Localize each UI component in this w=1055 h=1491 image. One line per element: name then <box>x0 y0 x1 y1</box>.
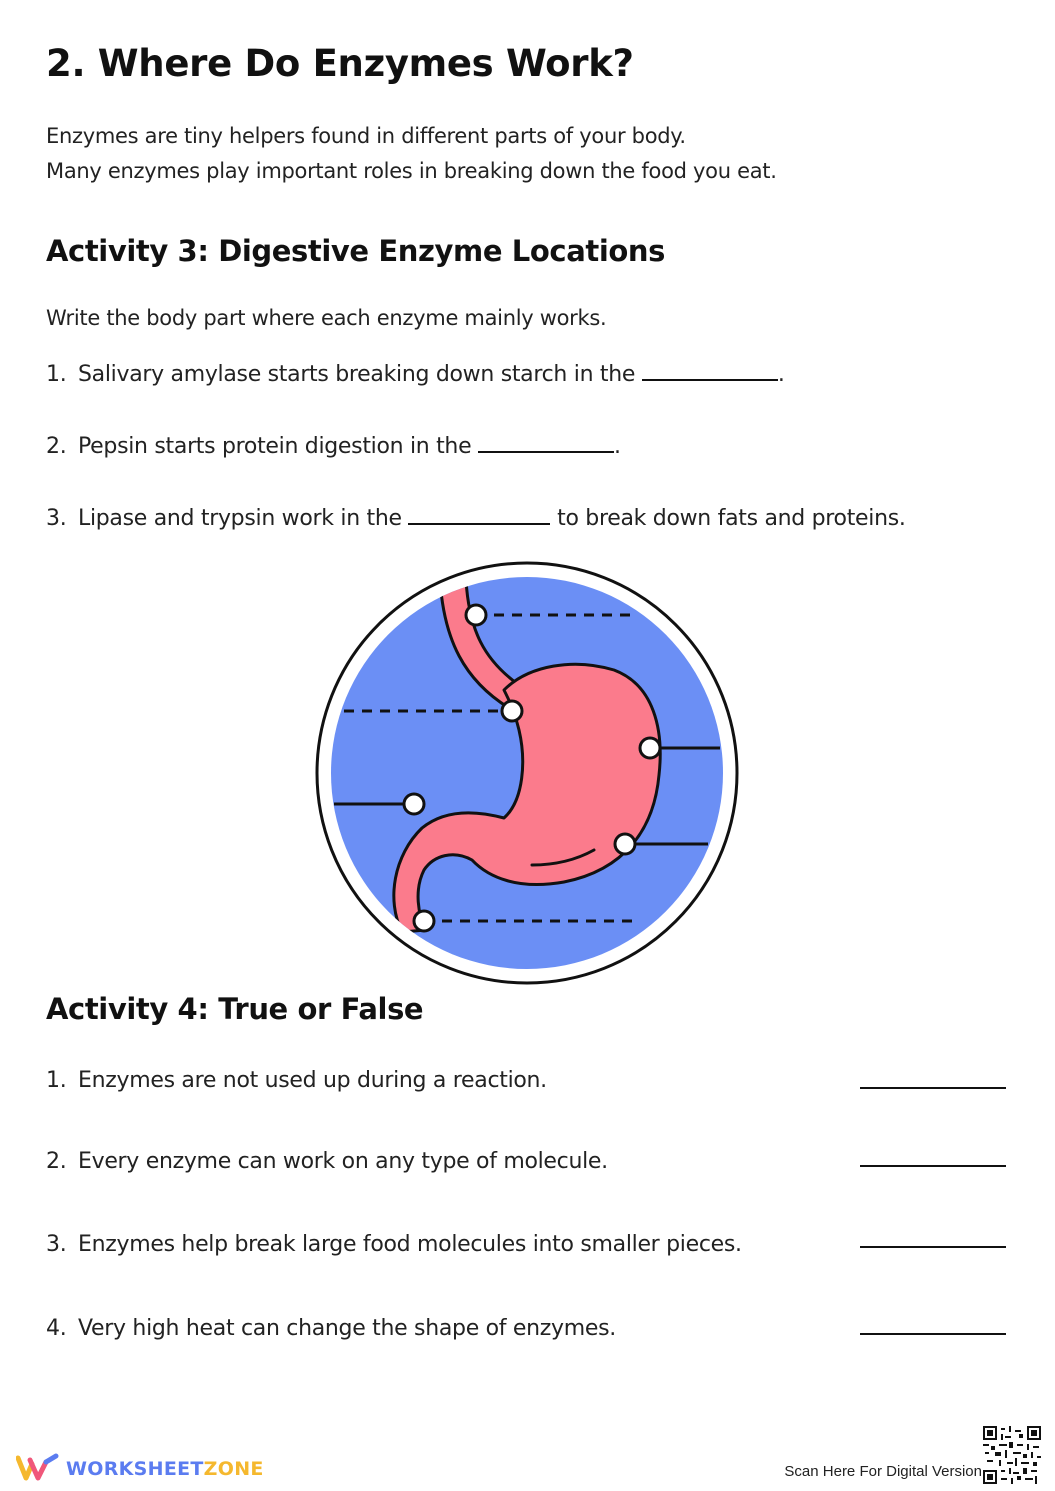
question-text-end: . <box>614 434 621 459</box>
worksheetzone-logo[interactable] <box>16 1452 264 1486</box>
question-text: Very high heat can change the shape of enzymes. <box>78 1316 616 1341</box>
page-title: 2. Where Do Enzymes Work? <box>46 42 634 85</box>
logo-text-worksheet: WORKSHEET <box>66 1458 204 1480</box>
question-number: 2. <box>46 434 67 459</box>
activity-3-instruction: Write the body part where each enzyme mainly works. <box>46 306 607 330</box>
question-text-end: to break down fats and proteins. <box>550 506 906 531</box>
tf-answer-line-2[interactable] <box>860 1165 1006 1167</box>
question-number: 1. <box>46 362 67 387</box>
tf-question-1 <box>46 1068 547 1093</box>
question-number: 3. <box>46 1232 67 1257</box>
fill-question-3 <box>46 505 906 531</box>
question-text: Pepsin starts protein digestion in the <box>78 434 479 459</box>
question-number: 3. <box>46 506 67 531</box>
question-text: Enzymes are not used up during a reaction. <box>78 1068 547 1093</box>
answer-blank[interactable] <box>478 433 614 453</box>
activity-3-heading: Activity 3: Digestive Enzyme Locations <box>46 234 666 268</box>
tf-answer-line-1[interactable] <box>860 1087 1006 1089</box>
question-text: Enzymes help break large food molecules into smaller pieces. <box>78 1232 742 1257</box>
logo-text-zone: ZONE <box>203 1458 264 1480</box>
question-text-end: . <box>777 362 785 387</box>
answer-blank[interactable] <box>408 505 550 525</box>
tf-answer-line-3[interactable] <box>860 1246 1006 1248</box>
logo-icon <box>16 1452 60 1484</box>
intro-line-2: Many enzymes play important roles in breaking down the food you eat. <box>46 159 777 183</box>
tf-question-2 <box>46 1149 608 1174</box>
qr-code[interactable] <box>983 1426 1041 1484</box>
question-text: Every enzyme can work on any type of molecule. <box>78 1149 608 1174</box>
tf-question-4 <box>46 1316 616 1341</box>
question-number: 1. <box>46 1068 67 1093</box>
question-number: 4. <box>46 1316 67 1341</box>
stomach-diagram <box>314 560 740 986</box>
scan-caption: Scan Here For Digital Version <box>784 1463 982 1480</box>
tf-question-3 <box>46 1232 742 1257</box>
tf-answer-line-4[interactable] <box>860 1333 1006 1335</box>
answer-blank[interactable] <box>642 361 778 381</box>
fill-question-1 <box>46 361 785 387</box>
intro-line-1: Enzymes are tiny helpers found in different parts of your body. <box>46 124 686 148</box>
question-number: 2. <box>46 1149 67 1174</box>
logo-text <box>66 1458 264 1480</box>
activity-4-heading: Activity 4: True or False <box>46 992 424 1026</box>
question-text: Lipase and trypsin work in the <box>78 506 409 531</box>
question-text: Salivary amylase starts breaking down starch in the <box>78 362 642 387</box>
fill-question-2 <box>46 433 621 459</box>
